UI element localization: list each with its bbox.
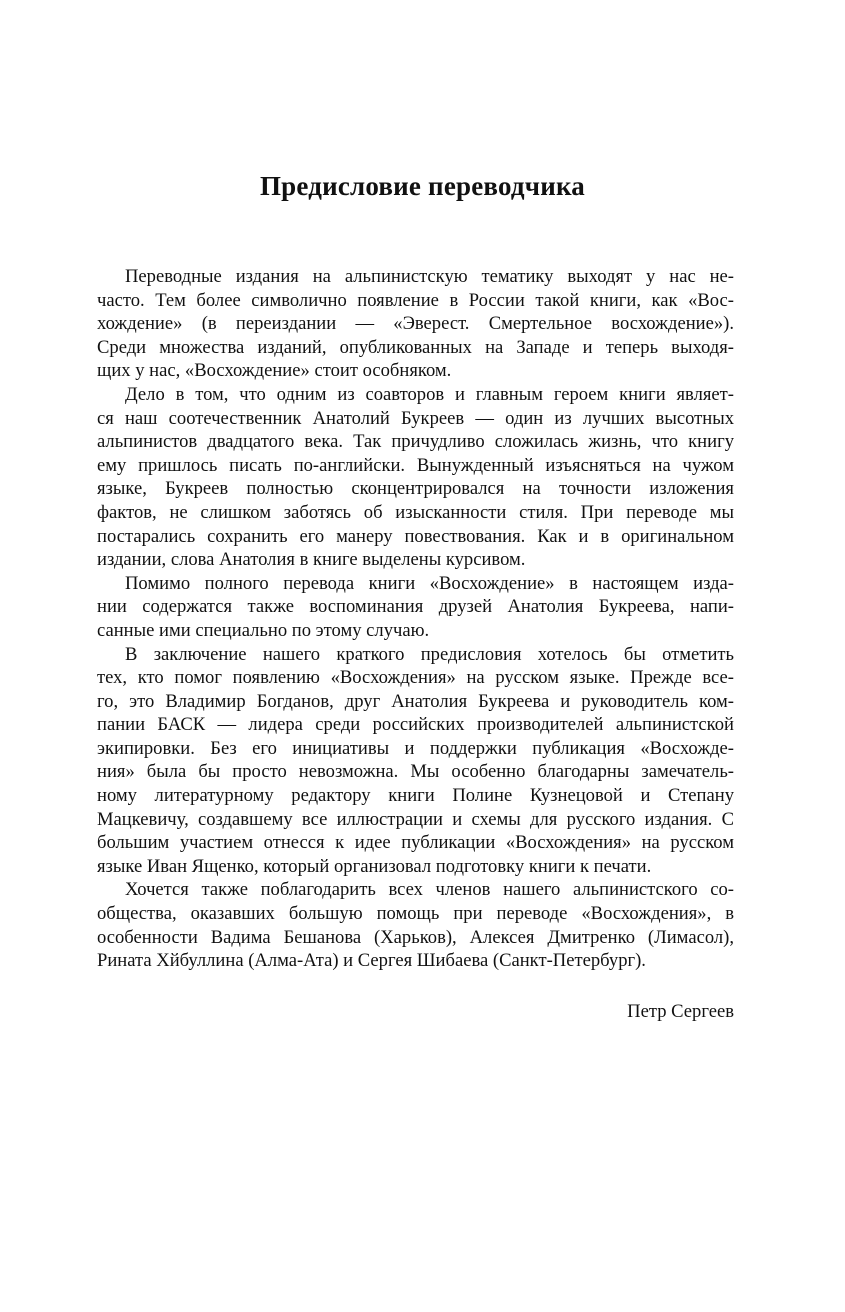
text-line: ему пришлось писать по-английски. Вынужденный изъясняться на чужом <box>97 454 734 476</box>
text-line: ся наш соотечественник Анатолий Букреев — один из лучших высотных <box>97 407 734 429</box>
text-line: языке Иван Ященко, который организовал подготовку книги к печати. <box>97 855 652 877</box>
signature: Петр Сергеев <box>627 1001 734 1022</box>
text-line: альпинистов двадцатого века. Так причудливо сложилась жизнь, что книгу <box>97 431 734 453</box>
text-line: особенности Вадима Бешанова (Харьков), Алексея Дмитренко (Лимасол), <box>97 926 734 948</box>
text-line: Переводные издания на альпинистскую тематику выходят у нас не- <box>125 266 734 287</box>
text-line: го, это Владимир Богданов, друг Анатолия Букреева и руководитель ком- <box>97 690 734 712</box>
text-line: пании БАСК — лидера среди российских производителей альпинистской <box>97 714 734 736</box>
text-line: экипировки. Без его инициативы и поддержки публикация «Восхожде- <box>97 737 734 759</box>
page-title: Предисловие переводчика <box>259 171 586 201</box>
text-line: В заключение нашего краткого предисловия хотелось бы отметить <box>125 643 734 665</box>
text-line: постарались сохранить его манеру повествования. Как и в оригинальном <box>97 525 734 547</box>
text-line: языке, Букреев полностью сконцентрировался на точности изложения <box>97 478 734 500</box>
text-line: часто. Тем более символично появление в России такой книги, как «Вос- <box>97 289 734 311</box>
paragraph <box>97 265 734 383</box>
text-line: нии содержатся также воспоминания друзей Анатолия Букреева, напи- <box>97 596 734 618</box>
text-line: тех, кто помог появлению «Восхождения» на русском языке. Прежде все- <box>97 667 734 689</box>
body-text <box>97 265 734 973</box>
text-line: Помимо полного перевода книги «Восхождение» в настоящем изда- <box>125 572 734 594</box>
paragraph <box>97 643 734 879</box>
text-line: хождение» (в переиздании — «Эверест. Смертельное восхождение»). <box>97 313 734 335</box>
paragraph <box>97 383 734 572</box>
text-line: Дело в том, что одним из соавторов и главным героем книги являет- <box>125 383 734 405</box>
text-line: Среди множества изданий, опубликованных на Западе и теперь выходя- <box>97 336 734 358</box>
text-line: Хочется также поблагодарить всех членов нашего альпинистского со- <box>125 879 734 901</box>
text-line: санные ими специально по этому случаю. <box>97 619 430 641</box>
text-line: общества, оказавших большую помощь при переводе «Восхождения», в <box>97 903 734 925</box>
paragraph <box>97 878 734 972</box>
text-line: щих у нас, «Восхождение» стоит особняком. <box>97 360 452 382</box>
text-line: большим участием отнесся к идее публикации «Восхождения» на русском <box>97 832 734 854</box>
text-line: Рината Хйбуллина (Алма-Ата) и Сергея Шибаева (Санкт-Петербург). <box>97 950 646 972</box>
text-line: фактов, не слишком заботясь об изысканности стиля. При переводе мы <box>97 501 734 523</box>
paragraph <box>97 572 734 643</box>
text-line: ния» была бы просто невозможна. Мы особенно благодарны замечатель- <box>97 761 734 783</box>
text-line: издании, слова Анатолия в книге выделены курсивом. <box>97 549 526 571</box>
text-line: ному литературному редактору книги Полине Кузнецовой и Степану <box>97 785 734 807</box>
text-line: Мацкевичу, создавшему все иллюстрации и схемы для русского издания. С <box>97 808 734 830</box>
